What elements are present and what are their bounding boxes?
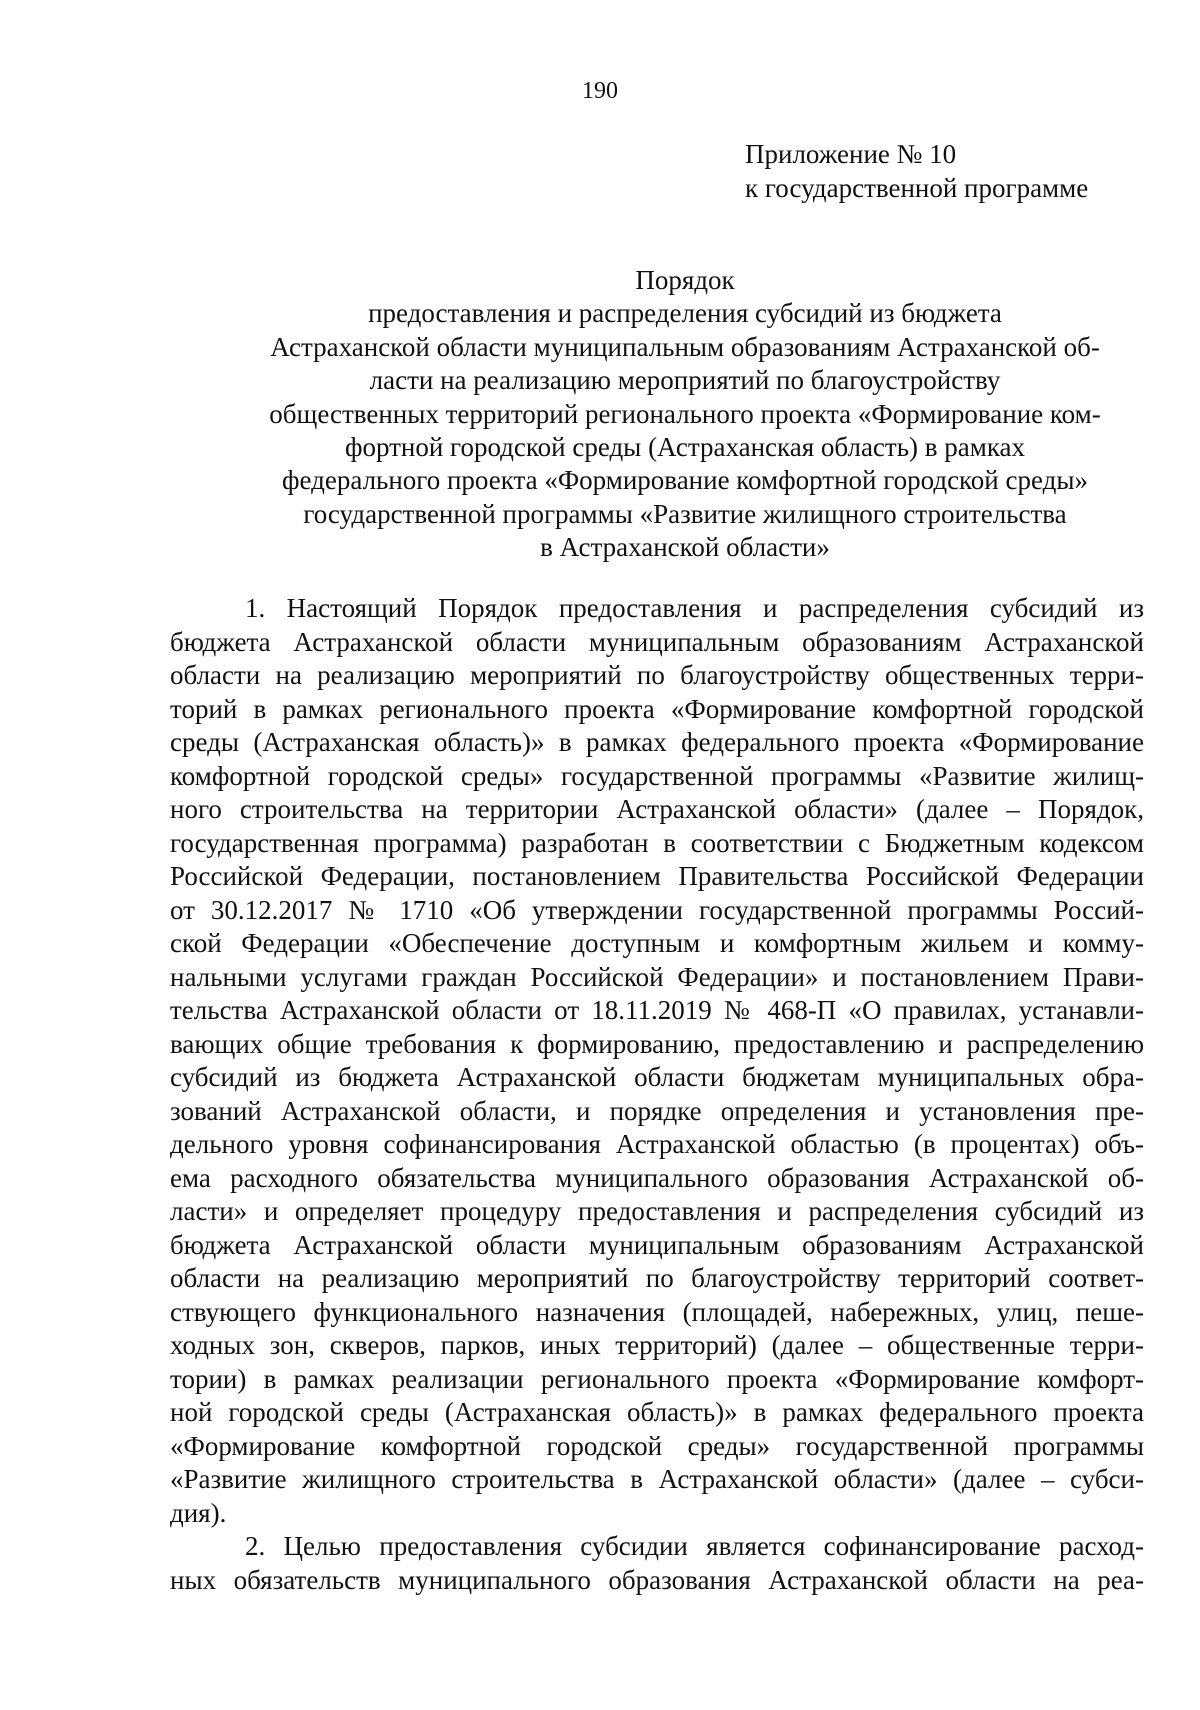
text-line: зований Астраханской области, и порядке определения и установления пре- <box>170 1095 1144 1126</box>
text-line: «Формирование комфортной городской среды» государственной программы <box>170 1430 1144 1461</box>
text-line: бюджета Астраханской области муниципальным образованиям Астраханской <box>170 626 1144 657</box>
text-line: дия). <box>170 1497 227 1528</box>
text-line: ласти» и определяет процедуру предоставления и распределения субсидий из <box>170 1196 1144 1226</box>
text-line: ного строительства на территории Астраханской области» (далее – Порядок, <box>170 794 1144 824</box>
text-line: области на реализацию мероприятий по благоустройству общественных терри- <box>170 660 1144 690</box>
paragraph-2 <box>170 1530 1144 1597</box>
annex-number: Приложение № 10 <box>745 139 957 169</box>
title-line: Астраханской области муниципальным образованиям Астраханской об- <box>270 331 1100 362</box>
annex-program-reference: к государственной программе <box>745 173 1089 203</box>
title-line: ласти на реализацию мероприятий по благоустройству <box>369 365 1001 396</box>
text-line: Российской Федерации, постановлением Правительства Российской Федерации <box>170 861 1144 891</box>
text-line: ных обязательств муниципального образования Астраханской области на реа- <box>170 1564 1144 1595</box>
text-line: области на реализацию мероприятий по благоустройству территорий соответ- <box>170 1263 1144 1293</box>
text-line: государственная программа) разработан в соответствии с Бюджетным кодексом <box>170 827 1144 858</box>
annex-reference <box>745 137 1088 205</box>
title-line: фортной городской среды (Астраханская область) в рамках <box>344 432 1026 463</box>
text-line: ной городской среды (Астраханская область)» в рамках федерального проекта <box>170 1397 1144 1427</box>
text-line: ема расходного обязательства муниципального образования Астраханской об- <box>170 1162 1144 1193</box>
text-line: 2. Целью предоставления субсидии является софинансирование расход- <box>245 1531 1144 1561</box>
text-line: от 30.12.2017 № 1710 «Об утверждении государственной программы Россий- <box>170 894 1144 925</box>
text-line: вающих общие требования к формированию, предоставлению и распределению <box>170 1028 1144 1059</box>
text-line: среды (Астраханская область)» в рамках федерального проекта «Формирование <box>170 727 1144 757</box>
text-line: нальными услугами граждан Российской Федерации» и постановлением Прави- <box>170 961 1144 992</box>
title-line: федерального проекта «Формирование комфортной городской среды» <box>282 465 1088 496</box>
document-title <box>235 264 1135 565</box>
page-number: 190 <box>582 78 618 104</box>
title-line: предоставления и распределения субсидий из бюджета <box>368 298 1002 329</box>
paragraph-1 <box>170 592 1144 1530</box>
document-body <box>170 592 1144 1597</box>
text-line: дельного уровня софинансирования Астраханской областью (в процентах) объ- <box>170 1129 1144 1159</box>
text-line: «Развитие жилищного строительства в Астраханской области» (далее – субси- <box>170 1464 1144 1494</box>
title-heading: Порядок <box>635 265 735 295</box>
text-line: ской Федерации «Обеспечение доступным и комфортным жильем и комму- <box>170 928 1144 958</box>
text-line: комфортной городской среды» государственной программы «Развитие жилищ- <box>170 760 1144 791</box>
text-line: бюджета Астраханской области муниципальным образованиям Астраханской <box>170 1229 1144 1260</box>
title-line: общественных территорий регионального проекта «Формирование ком- <box>269 398 1101 429</box>
text-line: ствующего функционального назначения (площадей, набережных, улиц, пеше- <box>170 1296 1144 1327</box>
text-line: тории) в рамках реализации регионального проекта «Формирование комфорт- <box>170 1363 1144 1394</box>
text-line: ходных зон, скверов, парков, иных территорий) (далее – общественные терри- <box>170 1330 1144 1360</box>
title-line: в Астраханской области» <box>540 532 830 563</box>
text-line: торий в рамках регионального проекта «Формирование комфортной городской <box>170 693 1144 724</box>
text-line: тельства Астраханской области от 18.11.2019 № 468-П «О правилах, устанавли- <box>170 995 1144 1025</box>
text-line: 1. Настоящий Порядок предоставления и распределения субсидий из <box>245 593 1144 623</box>
title-line: государственной программы «Развитие жилищного строительства <box>303 498 1067 529</box>
text-line: субсидий из бюджета Астраханской области бюджетам муниципальных обра- <box>170 1062 1144 1092</box>
